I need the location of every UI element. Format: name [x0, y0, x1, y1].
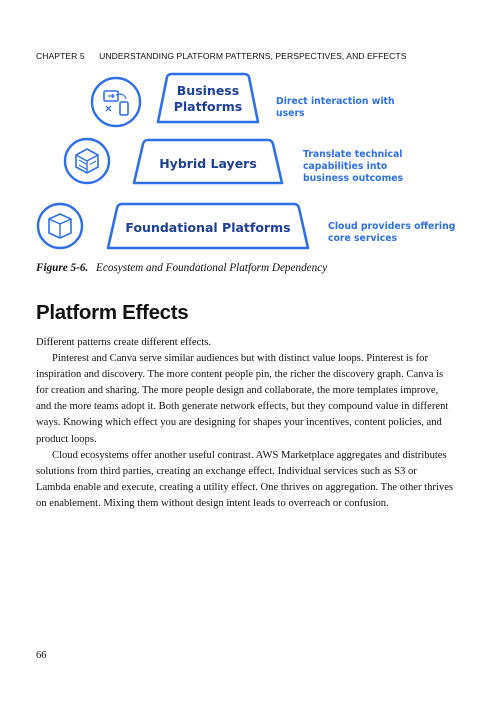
section-title: Platform Effects [36, 301, 189, 324]
tier-desc-hybrid-line1: Translate technical [303, 149, 403, 160]
paragraph: Cloud ecosystems offer another useful contrast. AWS Marketplace aggregates and distributes solutions from third parties, creating an exchange effect. Individual services such as S3 or Lambda enable and execute, creating a utility effect. One thrives on aggregation. The other thrives on enablement. Mixing them without design intent leads to overreach or confusion. [36, 449, 454, 509]
tier-desc-foundational-line2: core services [328, 233, 398, 244]
chapter-title: UNDERSTANDING PLATFORM PATTERNS, PERSPECTIVES, AND EFFECTS [99, 51, 407, 61]
platform-dependency-figure [30, 72, 470, 257]
chapter-label: CHAPTER 5 [36, 51, 85, 61]
tier-desc-hybrid-line3: business outcomes [303, 173, 404, 184]
tier-label-foundational: Foundational Platforms [125, 220, 291, 235]
paragraph: Different patterns create different effects. [36, 337, 211, 348]
tier-desc-foundational-line1: Cloud providers offering [328, 221, 456, 232]
box-icon [38, 204, 82, 248]
figure-caption-text: Ecosystem and Foundational Platform Dependency [96, 262, 328, 274]
tier-business-platforms [158, 74, 395, 122]
figure-caption [36, 262, 327, 274]
interaction-icon [92, 78, 140, 126]
figure-number: Figure 5-6. [36, 262, 89, 274]
tier-desc-business-line2: users [276, 108, 305, 119]
tier-hybrid-layers [134, 140, 404, 184]
body-text [36, 335, 454, 512]
page-number: 66 [36, 650, 47, 661]
layers-cube-icon [65, 139, 109, 183]
running-head [36, 51, 407, 61]
tier-label-hybrid: Hybrid Layers [159, 156, 257, 171]
tier-label-business-line1: Business [176, 83, 240, 98]
tier-desc-hybrid-line2: capabilities into [303, 161, 388, 172]
tier-label-business-line2: Platforms [173, 99, 243, 114]
tier-desc-business-line1: Direct interaction with [276, 96, 395, 107]
tier-foundational-platforms [108, 204, 455, 248]
paragraph: Pinterest and Canva serve similar audiences but with distinct value loops. Pinterest is for inspiration and discovery. The more content people pin, the richer the discovery graph. Canva is for creation and sharing. The more people design and collaborate, the more templates improve, and the more teams adopt it. Both generate network effects, but they compound value in different ways. Knowing which effect you are designing for shapes your incentives, content policies, and product loops. [36, 353, 449, 445]
